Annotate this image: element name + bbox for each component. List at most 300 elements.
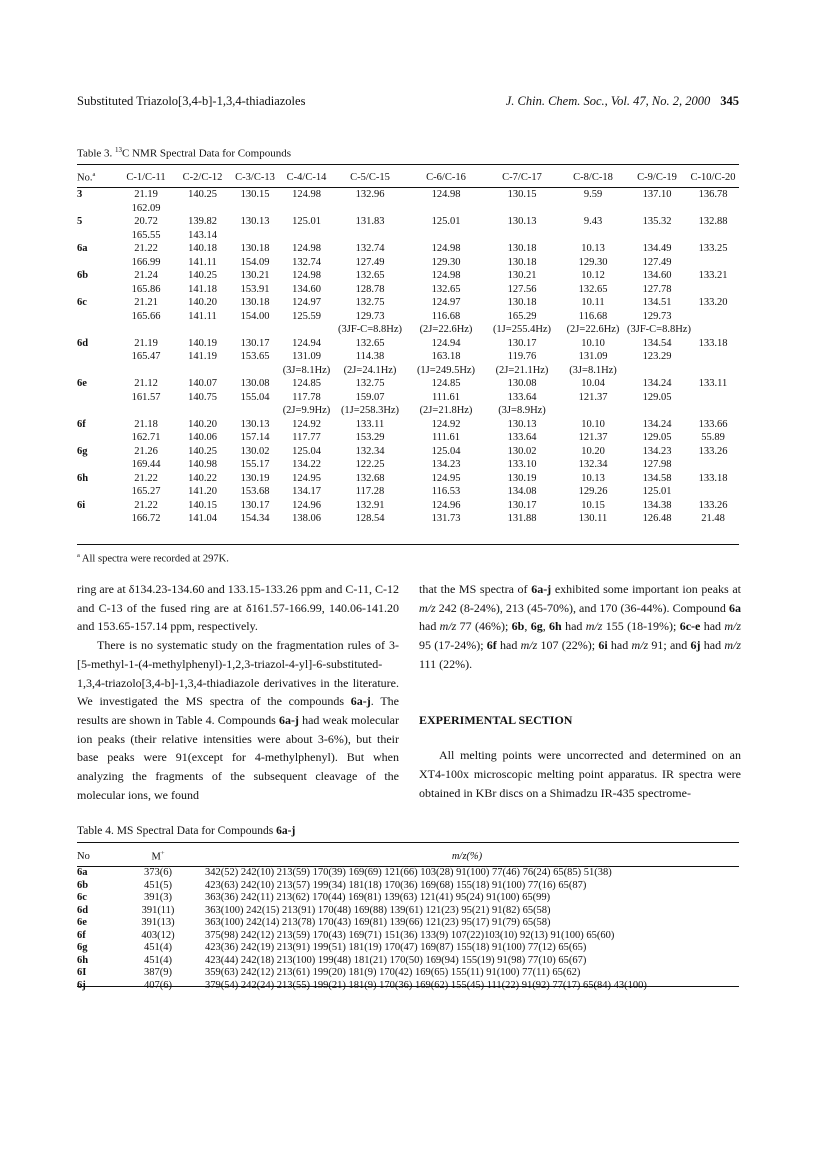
left-paragraph-1: ring are at δ134.23-134.60 and 133.15-133.26 ppm and C-11, C-12 and C-13 of the fused ring are at δ161.57-166.99, 140.06-141.20 and 153.65-157.14 ppm, respectively. — [77, 582, 399, 634]
compound-label: 6I — [77, 967, 87, 978]
shift-cell: 119.76 — [507, 351, 537, 362]
table3-row — [77, 256, 739, 270]
table4-bottom-rule — [77, 986, 739, 987]
shift-cell: 161.57 — [131, 391, 161, 403]
shift-cell: (2J=21.1Hz) — [495, 364, 549, 376]
compound-label — [77, 229, 117, 243]
shift-cell: 134.23 — [642, 445, 672, 457]
table3-body — [77, 188, 739, 526]
shift-cell: (3J=8.1Hz) — [282, 364, 331, 376]
shift-cell: 132.34 — [578, 459, 608, 470]
table4-row — [77, 892, 739, 905]
shift-cell: 116.68 — [431, 310, 461, 322]
table4-caption — [77, 825, 295, 837]
shift-cell: 130.21 — [240, 270, 270, 281]
shift-cell — [280, 202, 333, 216]
shift-cell: 154.00 — [240, 310, 270, 322]
table3-row — [77, 472, 739, 486]
shift-cell: 140.15 — [188, 499, 217, 511]
right-paragraph-1: that the MS spectra of 6a-j exhibited some important ion peaks at m/z 242 (8-24%), 213 (45-70%), and 170 (36-44%). Compound 6a had m/z 77 (46%); 6b, 6g, 6h had m/z 155 (18-19%); 6c-e had m/z 95 (17-24%); 6f had m/z 107 (22%); 6i had m/z 91; and 6j had m/z 111 (22%). — [419, 582, 742, 671]
shift-cell: 130.02 — [240, 445, 270, 457]
shift-cell: 130.08 — [507, 378, 537, 389]
shift-cell — [627, 364, 687, 378]
shift-cell: 162.71 — [131, 432, 161, 443]
table4-row — [77, 930, 739, 943]
compound-label: 6d — [77, 904, 89, 916]
shift-cell: 133.25 — [698, 243, 728, 254]
shift-cell: (3J=8.1Hz) — [569, 364, 617, 376]
shift-cell: 129.30 — [578, 256, 608, 268]
shift-cell: 133.20 — [698, 297, 728, 308]
shift-cell: 125.04 — [431, 445, 461, 457]
compound-label: 6a — [77, 243, 88, 254]
compound-label — [77, 364, 117, 378]
shift-cell: 131.09 — [292, 351, 321, 362]
compound-label — [77, 404, 117, 418]
shift-cell: 123.29 — [642, 351, 672, 362]
compound-label: 6g — [77, 942, 88, 953]
shift-cell: 124.96 — [292, 499, 321, 511]
shift-cell: 136.78 — [698, 189, 728, 200]
shift-cell: 132.34 — [355, 445, 385, 457]
shift-cell — [559, 404, 627, 418]
shift-cell: 9.59 — [583, 189, 603, 200]
shift-cell: 128.54 — [355, 513, 385, 524]
shift-cell: 165.86 — [131, 283, 161, 295]
experimental-paragraph: All melting points were uncorrected and determined on an XT4-100x microscopic melting point apparatus. IR spectra were obtained in KBr discs on a Shimadzu IR-435 spectrome- — [419, 748, 741, 800]
table3-row — [77, 323, 739, 337]
table3-header-c6: C-6/C-16 — [426, 172, 466, 183]
shift-cell — [627, 229, 687, 243]
shift-cell: (3JF-C=8.8Hz) — [627, 324, 691, 335]
compound-label — [77, 310, 117, 324]
shift-cell: 134.17 — [292, 486, 321, 497]
shift-cell: 134.24 — [642, 378, 672, 389]
shift-cell: 163.18 — [431, 351, 461, 362]
shift-cell: 141.11 — [188, 256, 217, 268]
shift-cell: (2J=24.1Hz) — [343, 364, 397, 376]
table4-row — [77, 942, 739, 955]
shift-cell: 130.18 — [240, 297, 270, 308]
shift-cell: 134.22 — [292, 459, 321, 470]
shift-cell: 130.19 — [507, 472, 537, 484]
shift-cell: 117.78 — [292, 391, 321, 403]
compound-label: 6b — [77, 879, 89, 891]
compound-label: 6c — [77, 892, 87, 903]
footnote-marker: a — [77, 552, 80, 559]
shift-cell: 131.09 — [578, 351, 608, 362]
table3-row — [77, 188, 739, 202]
molecular-ion-cell: 451(5) — [144, 879, 172, 891]
shift-cell: 140.20 — [188, 297, 217, 308]
shift-cell: 132.75 — [355, 297, 385, 308]
compound-label: 6g — [77, 445, 88, 457]
shift-cell: 124.98 — [431, 270, 461, 281]
shift-cell: 165.29 — [507, 310, 537, 322]
right-column — [419, 580, 741, 802]
shift-cell: 125.04 — [292, 445, 321, 457]
shift-cell: 124.95 — [292, 472, 321, 484]
compound-label — [77, 512, 117, 526]
shift-cell: 129.05 — [642, 391, 672, 403]
table3-header-c1: C-1/C-11 — [126, 172, 166, 183]
shift-cell: 117.28 — [355, 486, 385, 497]
shift-cell: 141.04 — [188, 513, 217, 524]
shift-cell: 140.98 — [188, 459, 217, 470]
shift-cell: 124.94 — [431, 337, 461, 349]
shift-cell: 124.85 — [431, 378, 461, 389]
shift-cell: 132.75 — [355, 378, 385, 389]
shift-cell: 9.43 — [583, 216, 603, 227]
shift-cell — [687, 310, 739, 324]
shift-cell: 130.15 — [507, 189, 537, 200]
shift-cell: 127.78 — [642, 283, 672, 295]
compound-label — [77, 485, 117, 499]
shift-cell: 10.15 — [581, 499, 605, 511]
table3-header-no: No.$^a$ — [77, 171, 96, 184]
compound-label: 6i — [77, 499, 86, 511]
shift-cell: 132.65 — [578, 283, 608, 295]
molecular-ion-cell: 451(4) — [144, 954, 172, 966]
shift-cell: 124.94 — [292, 337, 321, 349]
shift-cell — [230, 364, 280, 378]
shift-cell — [175, 404, 230, 418]
shift-cell — [627, 404, 687, 418]
shift-cell: 132.65 — [355, 270, 385, 281]
shift-cell: 134.58 — [642, 472, 672, 484]
shift-cell: 132.65 — [431, 283, 461, 295]
table3-row — [77, 364, 739, 378]
shift-cell: 141.19 — [188, 351, 217, 362]
shift-cell: 153.68 — [240, 486, 270, 497]
table4-header-row — [77, 846, 739, 867]
shift-cell: 10.04 — [581, 378, 605, 389]
shift-cell: 159.07 — [355, 391, 385, 403]
shift-cell: 130.18 — [507, 297, 537, 308]
shift-cell: 133.18 — [698, 472, 728, 484]
shift-cell — [687, 485, 739, 499]
shift-cell: 116.68 — [578, 310, 608, 322]
shift-cell: 129.73 — [642, 310, 672, 322]
shift-cell: (2J=9.9Hz) — [282, 405, 331, 416]
fragments-cell: 423(44) 242(18) 213(100) 199(48) 181(21) 170(50) 169(94) 155(19) 91(98) 77(10) 65(67) — [205, 954, 587, 966]
fragments-cell: 379(54) 242(24) 213(55) 199(21) 181(9) 170(36) 169(62) 155(45) 111(22) 91(92) 77(17) 65(84) 43(100) — [205, 979, 647, 991]
shift-cell: 130.18 — [507, 256, 537, 268]
shift-cell: (3JF-C=8.8Hz) — [338, 324, 402, 335]
shift-cell — [230, 323, 280, 337]
compound-label: 5 — [77, 216, 83, 227]
molecular-ion-cell: 387(9) — [144, 967, 172, 978]
shift-cell: 10.20 — [581, 445, 605, 457]
table4-top-rule — [77, 842, 739, 843]
shift-cell: 124.92 — [431, 418, 461, 430]
shift-cell: 121.37 — [578, 432, 608, 443]
shift-cell: 169.44 — [131, 459, 161, 470]
shift-cell: 20.72 — [134, 216, 158, 227]
shift-cell: 127.56 — [507, 283, 537, 295]
table3-header-c4: C-4/C-14 — [286, 172, 327, 183]
shift-cell — [230, 229, 280, 243]
shift-cell: 130.13 — [507, 418, 537, 430]
shift-cell — [687, 256, 739, 270]
table3-header-c10: C-10/C-20 — [690, 172, 736, 183]
shift-cell: 140.18 — [188, 243, 217, 254]
shift-cell — [559, 202, 627, 216]
shift-cell: 124.85 — [292, 378, 321, 389]
shift-cell: (2J=22.6Hz) — [566, 324, 620, 335]
table4-caption-bold: 6a-j — [276, 825, 296, 837]
shift-cell: 124.96 — [431, 499, 461, 511]
compound-label: 6f — [77, 929, 86, 941]
running-title: Substituted Triazolo[3,4-b]-1,3,4-thiadiazoles — [77, 94, 306, 108]
fragments-cell: 363(100) 242(15) 213(91) 170(48) 169(88) 139(61) 121(23) 95(21) 91(82) 65(58) — [205, 904, 551, 916]
table3-row — [77, 499, 739, 513]
table3-row — [77, 445, 739, 459]
shift-cell: 130.02 — [507, 445, 537, 457]
shift-cell — [687, 404, 739, 418]
table3-row — [77, 431, 739, 445]
compound-label: 6c — [77, 297, 87, 308]
shift-cell — [407, 229, 485, 243]
shift-cell: 10.12 — [581, 270, 605, 281]
table4-row — [77, 880, 739, 893]
shift-cell: 21.22 — [134, 243, 158, 254]
left-paragraph-2: There is no systematic study on the fragmentation rules of 3-[5-methyl-1-(4-methylphenyl)-1,2,3-triazol-4-yl]-6-substituted-1,3,4-triazolo[3,4-b]-1,3,4-thiadiazole derivatives in the literature. We investigated the MS spectra of the compounds 6a-j. The results are shown in Table 4. Compounds 6a-j had weak molecular ion peaks (their relative intensities were about 3-6%), but their base peaks were 91(except for 4-methylphenyl). But when analyzing the fragments of the subsequent cleavage of the molecular ions, we found — [77, 638, 399, 802]
compound-label: 6d — [77, 337, 89, 349]
shift-cell: 130.17 — [507, 337, 537, 349]
shift-cell: 130.13 — [507, 216, 537, 227]
journal-citation — [506, 94, 739, 109]
shift-cell: 132.68 — [355, 472, 385, 484]
shift-cell: 165.55 — [131, 229, 161, 241]
shift-cell: 111.61 — [431, 432, 461, 443]
shift-cell: 133.18 — [698, 337, 728, 349]
shift-cell: 155.04 — [240, 391, 270, 403]
shift-cell — [175, 364, 230, 378]
shift-cell: 130.19 — [240, 472, 270, 484]
shift-cell: 21.18 — [134, 418, 158, 430]
shift-cell — [280, 229, 333, 243]
shift-cell: 134.60 — [292, 283, 321, 295]
fragments-cell: 363(36) 242(11) 213(62) 170(44) 169(81) 139(63) 121(41) 95(24) 91(100) 65(99) — [205, 892, 551, 903]
shift-cell: 130.18 — [240, 243, 270, 254]
table3-header-c3: C-3/C-13 — [235, 172, 275, 183]
shift-cell: 125.01 — [431, 216, 461, 227]
compound-label: 6j — [77, 979, 86, 991]
molecular-ion-cell: 407(6) — [144, 979, 172, 991]
shift-cell: 124.98 — [292, 243, 321, 254]
shift-cell: 21.21 — [134, 297, 158, 308]
table3-header-c5: C-5/C-15 — [350, 172, 390, 183]
shift-cell: 55.89 — [701, 432, 725, 443]
table3-row — [77, 391, 739, 405]
shift-cell: 153.91 — [240, 283, 270, 295]
shift-cell: 10.10 — [581, 418, 605, 430]
shift-cell: 157.14 — [240, 432, 270, 443]
shift-cell: 140.07 — [188, 378, 217, 389]
table4-header-no: No — [77, 850, 90, 862]
footnote-text: All spectra were recorded at 297K. — [79, 553, 229, 565]
table4-body — [77, 867, 739, 993]
shift-cell: (1J=249.5Hz) — [416, 364, 476, 376]
shift-cell: 133.64 — [507, 432, 537, 443]
shift-cell: 130.15 — [240, 189, 270, 200]
shift-cell: 133.11 — [355, 418, 385, 430]
shift-cell: 140.25 — [188, 189, 217, 200]
shift-cell: 140.25 — [188, 445, 217, 457]
shift-cell: 130.17 — [507, 499, 537, 511]
shift-cell: 129.30 — [431, 256, 461, 268]
left-column — [77, 580, 399, 804]
table3-footnote — [77, 552, 229, 565]
shift-cell: 21.22 — [134, 472, 158, 484]
shift-cell: 21.48 — [701, 513, 725, 524]
compound-label: 6h — [77, 954, 89, 966]
shift-cell: 162.09 — [131, 202, 161, 214]
shift-cell: 153.65 — [240, 351, 270, 362]
compound-label — [77, 283, 117, 297]
shift-cell: 129.26 — [578, 486, 608, 497]
shift-cell: 124.95 — [431, 472, 461, 484]
shift-cell: (2J=22.6Hz) — [419, 324, 473, 335]
shift-cell: 132.74 — [355, 243, 385, 254]
table3-row — [77, 485, 739, 499]
shift-cell — [687, 391, 739, 405]
shift-cell: 134.08 — [507, 486, 537, 497]
shift-cell: 130.11 — [578, 513, 608, 524]
shift-cell: 141.11 — [188, 310, 217, 322]
table3-header-c7: C-7/C-17 — [502, 172, 542, 183]
compound-label: 3 — [77, 189, 83, 200]
shift-cell: 134.38 — [642, 499, 672, 511]
molecular-ion-cell: 451(4) — [144, 942, 172, 953]
shift-cell: 128.78 — [355, 283, 385, 295]
table3-row — [77, 377, 739, 391]
molecular-ion-cell: 403(12) — [141, 929, 175, 941]
table3-header-row — [77, 168, 739, 188]
table4 — [77, 846, 739, 992]
shift-cell: 166.99 — [131, 256, 161, 268]
shift-cell: 165.66 — [131, 310, 161, 322]
table3-row — [77, 512, 739, 526]
shift-cell — [175, 323, 230, 337]
shift-cell: 154.09 — [240, 256, 270, 268]
table3-row — [77, 283, 739, 297]
compound-label: 6a — [77, 867, 88, 878]
compound-label — [77, 350, 117, 364]
shift-cell: 127.49 — [355, 256, 385, 268]
shift-cell — [333, 229, 407, 243]
shift-cell: 129.73 — [355, 310, 385, 322]
shift-cell — [687, 350, 739, 364]
shift-cell — [687, 229, 739, 243]
shift-cell: 124.98 — [292, 270, 321, 281]
shift-cell: 10.13 — [581, 472, 605, 484]
shift-cell: 125.01 — [292, 216, 321, 227]
shift-cell: 134.49 — [642, 243, 672, 254]
shift-cell: 10.10 — [581, 337, 605, 349]
fragments-cell: 342(52) 242(10) 213(59) 170(39) 169(69) 121(66) 103(28) 91(100) 77(46) 76(24) 65(85) 51(38) — [205, 867, 612, 878]
shift-cell: 130.18 — [507, 243, 537, 254]
shift-cell: 153.29 — [355, 432, 385, 443]
molecular-ion-cell: 391(13) — [141, 917, 175, 928]
table3-caption-prefix: Table 3. — [77, 147, 116, 160]
shift-cell — [485, 229, 559, 243]
table3-caption-sup: 13 — [115, 146, 123, 154]
molecular-ion-cell: 373(6) — [144, 867, 172, 878]
fragments-cell: 423(63) 242(10) 213(57) 199(34) 181(18) 170(36) 169(68) 155(18) 91(100) 77(16) 65(87) — [205, 879, 587, 891]
shift-cell: 133.26 — [698, 499, 728, 511]
table4-caption-text: Table 4. MS Spectral Data for Compounds — [77, 825, 277, 837]
shift-cell: 130.08 — [240, 378, 270, 389]
table4-row — [77, 917, 739, 930]
table4-row — [77, 905, 739, 918]
shift-cell: 141.18 — [188, 283, 217, 295]
table3-row — [77, 202, 739, 216]
table3-caption-text: C NMR Spectral Data for Compounds — [122, 147, 291, 160]
shift-cell — [687, 202, 739, 216]
table3-row — [77, 337, 739, 351]
shift-cell: 155.17 — [240, 459, 270, 470]
shift-cell: 134.60 — [642, 270, 672, 281]
shift-cell — [407, 202, 485, 216]
shift-cell — [117, 404, 175, 418]
shift-cell: 111.61 — [431, 391, 461, 403]
shift-cell: 129.05 — [642, 432, 672, 443]
compound-label — [77, 256, 117, 270]
shift-cell: 137.10 — [642, 189, 672, 200]
table3-row — [77, 404, 739, 418]
shift-cell: 130.21 — [507, 270, 537, 281]
shift-cell — [230, 404, 280, 418]
compound-label: 6b — [77, 270, 89, 281]
page-number: 345 — [720, 94, 739, 108]
shift-cell: 165.27 — [131, 486, 161, 497]
shift-cell: 124.92 — [292, 418, 321, 430]
shift-cell: 165.47 — [131, 351, 161, 362]
shift-cell: 21.24 — [134, 270, 158, 281]
shift-cell: 130.13 — [240, 216, 270, 227]
shift-cell: 140.75 — [188, 391, 217, 403]
table3-row — [77, 310, 739, 324]
table3-top-rule — [77, 164, 739, 165]
shift-cell: 125.59 — [292, 310, 321, 322]
shift-cell — [559, 229, 627, 243]
table4-header-mz: m/z(%) — [451, 850, 483, 862]
shift-cell: 117.77 — [292, 432, 321, 443]
shift-cell: 124.98 — [431, 243, 461, 254]
shift-cell: (3J=8.9Hz) — [498, 405, 546, 416]
fragments-cell: 363(100) 242(14) 213(78) 170(43) 169(81) 139(66) 121(23) 95(17) 91(79) 65(58) — [205, 917, 551, 928]
section-heading: EXPERIMENTAL SECTION — [419, 712, 573, 727]
shift-cell: 140.25 — [188, 270, 217, 281]
fragments-cell: 423(36) 242(19) 213(91) 199(51) 181(19) 170(47) 169(87) 155(18) 91(100) 77(12) 65(65) — [205, 942, 587, 953]
shift-cell: 21.26 — [134, 445, 158, 457]
table3-row — [77, 458, 739, 472]
fragments-cell: 359(63) 242(12) 213(61) 199(20) 181(9) 170(42) 169(65) 155(11) 91(100) 77(11) 65(62) — [205, 967, 581, 978]
shift-cell: 10.13 — [581, 243, 605, 254]
table3-row — [77, 229, 739, 243]
shift-cell: 131.88 — [507, 513, 537, 524]
shift-cell: 21.19 — [134, 189, 158, 200]
compound-label — [77, 202, 117, 216]
shift-cell: 21.19 — [134, 337, 158, 349]
shift-cell: 166.72 — [131, 513, 161, 524]
table3-row — [77, 296, 739, 310]
shift-cell: 140.19 — [188, 337, 217, 349]
shift-cell: 131.73 — [431, 513, 461, 524]
shift-cell: 140.22 — [188, 472, 217, 484]
